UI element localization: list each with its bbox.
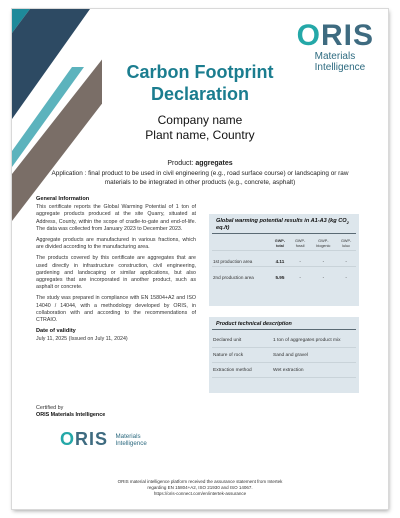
footer-logo-line2: Intelligence [115,439,147,447]
general-paragraph-3: The products covered by this certificate are aggregates that are used directly in infrastructure construction, civil engineering, gardening and landscaping or similar applications, but also aggregates that are incorporated in another product, such as asphalt or concrete. [36,255,196,291]
footer-oris-logo [60,429,147,450]
footer-logo-line1: Materials [115,432,141,440]
gwp-header-empty [212,237,270,250]
table-row [212,266,356,282]
logo-ris: RIS [320,19,374,52]
gwp-title-main: Global warming potential results in A1-A3 (kg CO [216,218,347,224]
certified-label: Certified by [36,405,64,411]
gwp-title [212,214,356,234]
gwp-luluc-value: - [336,250,356,266]
footer-line1: ORIS material intelligence platform received the assurance statement from Intertek [117,479,283,484]
validity-value: July 11, 2025 (Issued on July 11, 2024) [36,336,128,343]
product-label: Product: [167,160,196,167]
tech-value: Wet extraction [272,363,356,378]
logo-o: O [296,19,321,52]
product-line [12,159,388,168]
tech-table [212,333,356,378]
logo-sub-line2: Intelligence [314,62,366,73]
gwp-col-biogenic: GWP-biogenic [316,239,331,248]
tech-key: Extraction method [212,363,272,378]
footer-link[interactable]: https://oris-connect.com/en/intertek-assurance [153,491,247,496]
tech-key: Nature of rock [212,348,272,363]
gwp-title-end: eq./t) [216,225,230,232]
gwp-row-label: 2nd production area [212,266,270,282]
plant-name: Plant name, Country [145,128,255,142]
gwp-luluc-value: - [336,266,356,282]
gwp-col-luluc: GWP-luluc [340,239,352,248]
gwp-biogenic-value: - [310,250,336,266]
gwp-total-value: 4.11 [270,250,290,266]
product-value: aggregates [195,160,233,167]
application-text: Application : final product to be used in civil engineering (e.g., road surface course) or landscaping or raw materials to be integrated in other products (e.g., concrete, asphalt) [51,170,349,186]
tech-title: Product technical description [212,317,356,330]
company-block [12,113,388,143]
gwp-fossil-value: - [290,250,311,266]
gwp-col-fossil: GWP-fossil [294,239,306,248]
gwp-biogenic-value: - [310,266,336,282]
gwp-title-sub: 2 [346,220,349,226]
assurance-footer [82,479,318,497]
gwp-fossil-value: - [290,266,311,282]
gwp-results-panel [209,214,359,306]
gwp-col-total: GWP-total [274,239,286,248]
gwp-header-row [212,237,356,250]
footer-logo-text [115,433,146,447]
general-heading: General Information [36,196,90,202]
title-line1: Carbon Footprint [126,62,274,82]
general-paragraph-1: This certificate reports the Global Warming Potential of 1 ton of aggregate products produced at the site Quarry, situated at Address, County, within the scope of cradle-to-gate and end-of-life. The data was collected from January 2023 to December 2023. [36,204,196,232]
table-row [212,333,356,348]
footer-logo-ris: RIS [75,429,109,449]
logo-sub-line1: Materials [314,51,356,62]
certified-by [36,405,105,419]
table-row [212,363,356,378]
title-line2: Declaration [150,84,250,104]
certificate-page [12,9,388,509]
validity-heading: Date of validity [36,328,76,335]
tech-value: 1 ton of aggregates product mix [272,333,356,348]
footer-line2: regarding EN 15804+A2, ISO 21930 and ISO 14067. [147,485,253,490]
general-paragraph-2: Aggregate products are manufactured in various fractions, which are divided according to the manufacturing area. [36,237,196,251]
gwp-total-value: 5.95 [270,266,290,282]
footer-logo-o: O [60,429,76,449]
gwp-row-label: 1st production area [212,250,270,266]
certified-value: ORIS Materials Intelligence [36,412,106,418]
gwp-table [212,237,356,282]
general-information [36,196,196,348]
technical-description-panel [209,317,359,393]
document-title [12,61,388,105]
oris-logo-mark [297,21,374,51]
tech-value: Sand and gravel [272,348,356,363]
general-paragraph-4: The study was prepared in compliance with EN 15804+A2 and ISO 14040 / 14044, with a methodology developed by ORIS, in collaboration with and according to the recommendations of CTRAIO. [36,295,196,324]
company-name: Company name [157,113,243,127]
tech-key: Declared unit [212,333,272,348]
table-row [212,348,356,363]
table-row [212,250,356,266]
footer-logo-mark [60,429,108,450]
